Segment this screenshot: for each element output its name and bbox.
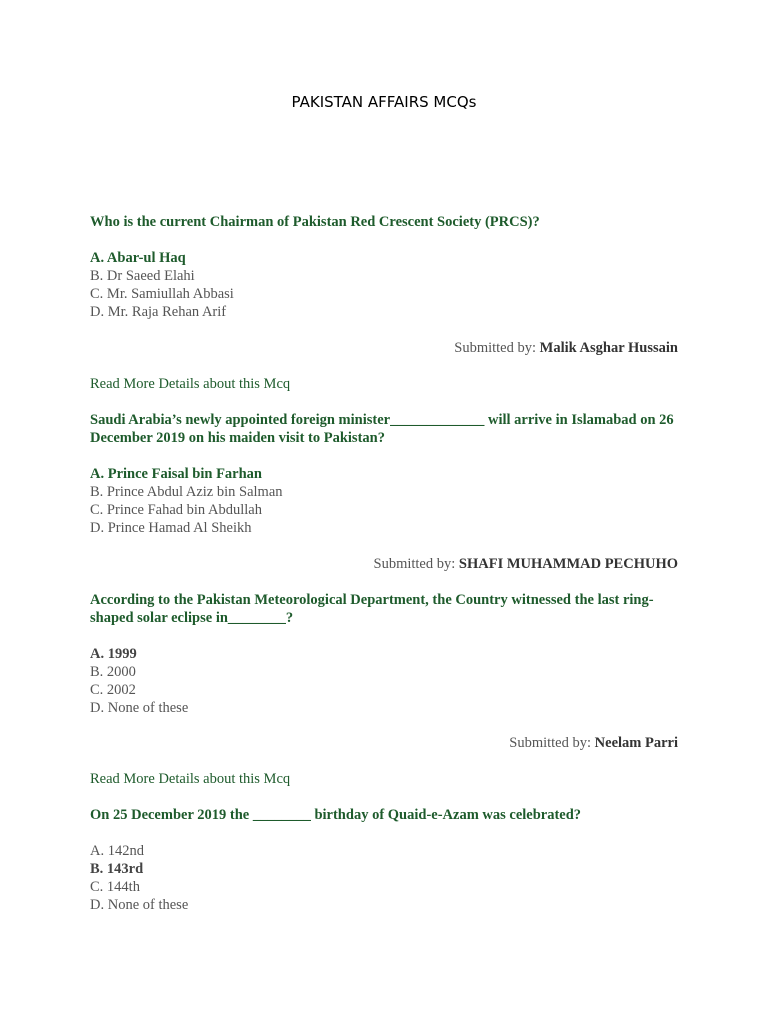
mcq-option: A. 142nd bbox=[90, 843, 144, 859]
mcq-question: Who is the current Chairman of Pakistan Red Crescent Society (PRCS)? bbox=[90, 214, 540, 230]
mcq-option: B. Prince Abdul Aziz bin Salman bbox=[90, 484, 283, 500]
read-more-link[interactable]: Read More Details about this Mcq bbox=[90, 376, 291, 392]
mcq-option: C. Mr. Samiullah Abbasi bbox=[90, 286, 234, 302]
mcq-question: Saudi Arabia’s newly appointed foreign minister_____________ will arrive in Islamabad on 26 December 2019 on his maiden visit to Pakistan? bbox=[90, 412, 674, 446]
mcq-question: On 25 December 2019 the ________ birthday of Quaid-e-Azam was celebrated? bbox=[90, 807, 582, 823]
mcq-option-correct: A. 1999 bbox=[90, 646, 137, 662]
mcq-option-correct: B. 143rd bbox=[90, 861, 144, 877]
submitter-name: SHAFI MUHAMMAD PECHUHO bbox=[458, 556, 678, 572]
mcq-option: D. Mr. Raja Rehan Arif bbox=[90, 304, 227, 320]
submitted-by bbox=[454, 339, 678, 357]
submitter-name: Malik Asghar Hussain bbox=[539, 340, 678, 356]
submitter-name: Neelam Parri bbox=[594, 735, 678, 751]
mcq-option-correct: A. Prince Faisal bin Farhan bbox=[90, 466, 262, 482]
submitted-by bbox=[374, 555, 679, 573]
submitted-by-label: Submitted by: bbox=[454, 340, 540, 356]
submitted-by bbox=[509, 734, 678, 752]
page-title: PAKISTAN AFFAIRS MCQs bbox=[291, 93, 477, 111]
mcq-option-correct: A. Abar-ul Haq bbox=[90, 250, 186, 266]
mcq-2 bbox=[90, 411, 680, 537]
mcq-3 bbox=[90, 591, 680, 717]
mcq-option: C. 144th bbox=[90, 879, 140, 895]
mcq-option: B. 2000 bbox=[90, 664, 136, 680]
mcq-option: B. Dr Saeed Elahi bbox=[90, 268, 195, 284]
mcq-option: D. None of these bbox=[90, 897, 189, 913]
mcq-option: D. None of these bbox=[90, 700, 189, 716]
mcq-1 bbox=[90, 213, 680, 321]
read-more-link[interactable]: Read More Details about this Mcq bbox=[90, 771, 291, 787]
submitted-by-label: Submitted by: bbox=[509, 735, 595, 751]
submitted-by-label: Submitted by: bbox=[373, 556, 459, 572]
mcq-option: D. Prince Hamad Al Sheikh bbox=[90, 520, 252, 536]
mcq-option: C. 2002 bbox=[90, 682, 136, 698]
mcq-option: C. Prince Fahad bin Abdullah bbox=[90, 502, 262, 518]
mcq-question: According to the Pakistan Meteorological Department, the Country witnessed the last ring-shaped solar eclipse in________? bbox=[90, 592, 654, 626]
mcq-4 bbox=[90, 806, 680, 914]
